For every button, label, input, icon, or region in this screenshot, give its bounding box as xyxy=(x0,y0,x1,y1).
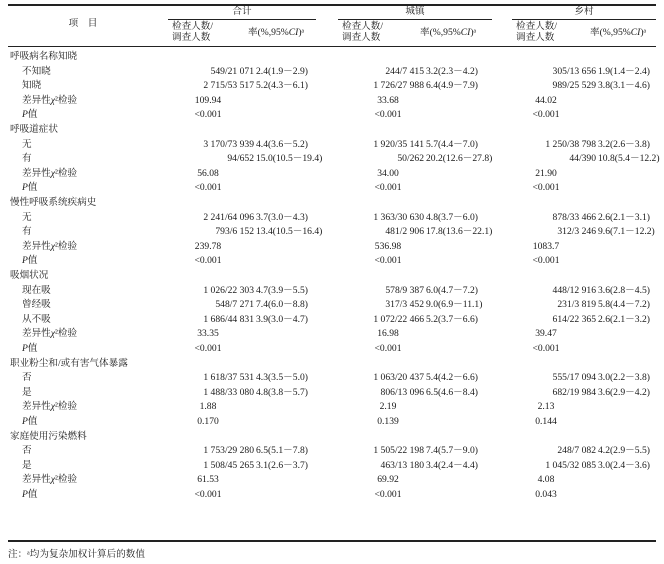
cell-rate: 7.4(5.7－9.0) xyxy=(426,445,478,457)
table-footnote: 注：ᵃ均为复杂加权计算后的数值 xyxy=(8,549,145,560)
cell-chi-square: 33.35 xyxy=(197,328,219,340)
cell-count: 463/13 180 xyxy=(380,459,424,471)
cell-rate: 3.7(3.0－4.3) xyxy=(256,211,308,223)
stat-label: 差异性χ²检验 xyxy=(22,240,78,252)
cell-count: 448/12 916 xyxy=(552,284,596,296)
row-label: 曾经吸 xyxy=(22,299,51,311)
cell-chi-square: 239.78 xyxy=(194,240,222,252)
cell-count: 578/9 387 xyxy=(385,284,424,296)
row-label: 否 xyxy=(22,372,32,384)
cell-rate: 13.4(10.5－16.4) xyxy=(256,226,323,238)
subheader-count-line1: 检查人数/ xyxy=(342,21,384,32)
stat-label: 差异性χ²检验 xyxy=(22,167,78,179)
section-heading: 呼吸道症状 xyxy=(10,124,58,135)
cell-rate: 6.5(5.1－7.8) xyxy=(256,445,308,457)
cell-count: 1 508/45 265 xyxy=(203,459,254,471)
stat-label: 差异性χ²检验 xyxy=(22,328,78,340)
subheader-count-line2: 调查人数 xyxy=(172,32,211,43)
cell-count: 793/6 152 xyxy=(215,226,254,238)
cell-chi-square: 56.08 xyxy=(197,167,219,179)
cell-count: 317/3 452 xyxy=(385,299,424,311)
cell-chi-square: 44.02 xyxy=(535,94,557,106)
cell-chi-square: 61.53 xyxy=(197,474,219,486)
section-heading: 呼吸病名称知晓 xyxy=(10,51,78,62)
cell-p-value: <0.001 xyxy=(374,255,402,267)
cell-rate: 4.4(3.6－5.2) xyxy=(256,138,308,150)
row-label: 无 xyxy=(22,211,32,223)
row-label: 有 xyxy=(22,226,32,238)
cell-p-value: <0.001 xyxy=(532,182,560,194)
subheader-count-line2: 调查人数 xyxy=(516,32,555,43)
group-header-underline-total xyxy=(168,19,316,20)
group-header-urban: 城镇 xyxy=(405,6,425,17)
cell-count: 682/19 984 xyxy=(552,386,596,398)
cell-count: 1 618/37 531 xyxy=(203,372,254,384)
cell-rate: 5.2(3.7－6.6) xyxy=(426,313,478,325)
section-heading: 职业粉尘和/或有害气体暴露 xyxy=(10,357,128,369)
row-label: 否 xyxy=(22,445,32,457)
cell-p-value: <0.001 xyxy=(194,109,222,121)
cell-chi-square: 21.90 xyxy=(535,167,557,179)
cell-chi-square: 1083.7 xyxy=(532,240,560,252)
row-label: 从不吸 xyxy=(22,313,51,325)
cell-rate: 4.8(3.8－5.7) xyxy=(256,386,308,398)
cell-count: 44/390 xyxy=(569,153,596,165)
cell-count: 548/7 271 xyxy=(215,299,254,311)
cell-chi-square: 2.19 xyxy=(379,401,397,413)
cell-p-value: 0.170 xyxy=(197,416,219,427)
header-item: 项 目 xyxy=(68,18,98,29)
cell-rate: 1.9(1.4－2.4) xyxy=(598,65,650,77)
cell-rate: 2.4(1.9－2.9) xyxy=(256,65,308,77)
cell-rate: 4.2(2.9－5.5) xyxy=(598,445,650,457)
cell-rate: 5.7(4.4－7.0) xyxy=(426,138,478,150)
cell-count: 1 753/29 280 xyxy=(203,445,254,457)
cell-rate: 17.8(13.6－22.1) xyxy=(426,226,493,238)
cell-count: 231/3 819 xyxy=(557,299,596,311)
cell-chi-square: 2.13 xyxy=(537,401,555,413)
group-header-underline-urban xyxy=(338,19,492,20)
cell-p-value: 0.144 xyxy=(535,416,557,427)
cell-p-value: <0.001 xyxy=(532,255,560,267)
cell-rate: 10.8(5.4－12.2) xyxy=(598,153,660,165)
cell-rate: 2.6(2.1－3.1) xyxy=(598,211,650,223)
cell-count: 989/25 529 xyxy=(552,80,596,92)
subheader-count-line1: 检查人数/ xyxy=(516,21,558,32)
cell-p-value: 0.043 xyxy=(535,489,557,500)
subheader-rate: 率(%,95%CI)ᵃ xyxy=(420,27,477,38)
cell-count: 2 241/64 096 xyxy=(203,211,254,223)
cell-rate: 3.9(3.0－4.7) xyxy=(256,313,308,325)
section-heading: 吸烟状况 xyxy=(10,270,49,281)
row-label: 不知晓 xyxy=(22,65,51,77)
cell-chi-square: 39.47 xyxy=(535,328,557,340)
cell-count: 1 505/22 198 xyxy=(373,445,424,457)
cell-rate: 3.8(3.1－4.6) xyxy=(598,80,650,92)
cell-p-value: <0.001 xyxy=(532,109,560,121)
cell-rate: 5.4(4.2－6.6) xyxy=(426,372,478,384)
cell-chi-square: 4.08 xyxy=(537,474,555,486)
cell-rate: 6.0(4.7－7.2) xyxy=(426,284,478,296)
cell-rate: 4.8(3.7－6.0) xyxy=(426,211,478,223)
stat-label: P值 xyxy=(22,109,38,121)
cell-p-value: 0.139 xyxy=(377,416,399,427)
group-header-rural: 乡村 xyxy=(574,6,594,17)
stat-label: 差异性χ²检验 xyxy=(22,401,78,413)
table-bottom-rule xyxy=(8,540,656,542)
stat-label: 差异性χ²检验 xyxy=(22,94,78,106)
subheader-count-line1: 检查人数/ xyxy=(172,21,214,32)
cell-count: 1 026/22 303 xyxy=(203,284,254,296)
cell-count: 549/21 071 xyxy=(210,65,254,77)
cell-count: 305/13 656 xyxy=(552,65,596,77)
cell-rate: 5.2(4.3－6.1) xyxy=(256,80,308,92)
cell-p-value: <0.001 xyxy=(194,343,222,354)
cell-p-value: <0.001 xyxy=(374,343,402,354)
cell-rate: 2.6(2.1－3.2) xyxy=(598,313,650,325)
cell-count: 248/7 082 xyxy=(557,445,596,457)
cell-chi-square: 69.92 xyxy=(377,474,399,486)
cell-rate: 3.2(2.3－4.2) xyxy=(426,65,478,77)
cell-count: 1 250/38 798 xyxy=(545,138,596,150)
cell-count: 1 920/35 141 xyxy=(373,138,424,150)
cell-p-value: <0.001 xyxy=(374,489,402,500)
cell-count: 806/13 096 xyxy=(380,386,424,398)
stat-label: P值 xyxy=(22,182,38,194)
cell-p-value: <0.001 xyxy=(194,489,222,500)
cell-p-value: <0.001 xyxy=(374,182,402,194)
cell-p-value: <0.001 xyxy=(374,109,402,121)
cell-count: 481/2 906 xyxy=(385,226,424,238)
row-label: 现在吸 xyxy=(22,284,51,296)
cell-count: 244/7 415 xyxy=(385,65,424,77)
section-heading: 慢性呼吸系统疾病史 xyxy=(10,197,97,208)
cell-count: 1 363/30 630 xyxy=(373,211,424,223)
row-label: 是 xyxy=(22,459,32,471)
cell-count: 1 726/27 988 xyxy=(373,80,424,92)
cell-chi-square: 16.98 xyxy=(377,328,399,340)
row-label: 有 xyxy=(22,153,32,165)
subheader-count-line2: 调查人数 xyxy=(342,32,381,43)
cell-count: 1 488/33 080 xyxy=(203,386,254,398)
cell-rate: 9.6(7.1－12.2) xyxy=(598,226,655,238)
row-label: 知晓 xyxy=(22,80,42,92)
cell-count: 1 063/20 437 xyxy=(373,372,424,384)
cell-chi-square: 536.98 xyxy=(374,240,402,252)
cell-chi-square: 34.00 xyxy=(377,167,399,179)
stat-label: P值 xyxy=(22,416,38,427)
cell-count: 50/262 xyxy=(397,153,424,165)
cell-chi-square: 33.68 xyxy=(377,94,399,106)
row-label: 是 xyxy=(22,386,32,398)
cell-count: 555/17 094 xyxy=(552,372,596,384)
cell-p-value: <0.001 xyxy=(194,255,222,267)
cell-rate: 3.6(2.9－4.2) xyxy=(598,386,650,398)
section-heading: 家庭使用污染燃料 xyxy=(10,430,87,442)
subheader-rate: 率(%,95%CI)ᵃ xyxy=(590,27,647,38)
group-header-underline-rural xyxy=(512,19,656,20)
cell-rate: 7.4(6.0－8.8) xyxy=(256,299,308,311)
stat-label: 差异性χ²检验 xyxy=(22,474,78,486)
cell-rate: 3.4(2.4－4.4) xyxy=(426,459,478,471)
stat-label: P值 xyxy=(22,255,38,267)
cell-chi-square: 109.94 xyxy=(194,94,222,106)
cell-count: 312/3 246 xyxy=(557,226,596,238)
cell-count: 1 686/44 831 xyxy=(203,313,254,325)
cell-rate: 3.0(2.4－3.6) xyxy=(598,459,650,471)
cell-count: 2 715/53 517 xyxy=(203,80,254,92)
cell-count: 614/22 365 xyxy=(552,313,596,325)
subheader-rate: 率(%,95%CI)ᵃ xyxy=(248,27,305,38)
cell-count: 3 170/73 939 xyxy=(203,138,254,150)
group-header-total: 合计 xyxy=(232,6,252,17)
table-top-rule xyxy=(8,4,656,6)
cell-count: 1 045/32 085 xyxy=(545,459,596,471)
cell-p-value: <0.001 xyxy=(532,343,560,354)
cell-count: 94/652 xyxy=(227,153,254,165)
cell-rate: 4.7(3.9－5.5) xyxy=(256,284,308,296)
cell-rate: 3.6(2.8－4.5) xyxy=(598,284,650,296)
cell-count: 1 072/22 466 xyxy=(373,313,424,325)
cell-chi-square: 1.88 xyxy=(199,401,217,413)
cell-rate: 5.8(4.4－7.2) xyxy=(598,299,650,311)
cell-p-value: <0.001 xyxy=(194,182,222,194)
cell-rate: 3.2(2.6－3.8) xyxy=(598,138,650,150)
stat-label: P值 xyxy=(22,489,38,500)
row-label: 无 xyxy=(22,138,32,150)
stat-label: P值 xyxy=(22,343,38,354)
cell-rate: 9.0(6.9－11.1) xyxy=(426,299,483,311)
cell-rate: 4.3(3.5－5.0) xyxy=(256,372,308,384)
cell-rate: 3.1(2.6－3.7) xyxy=(256,459,308,471)
cell-rate: 15.0(10.5－19.4) xyxy=(256,153,323,165)
cell-rate: 20.2(12.6－27.8) xyxy=(426,153,493,165)
cell-rate: 6.5(4.6－8.4) xyxy=(426,386,478,398)
header-bottom-rule xyxy=(8,46,656,47)
cell-count: 878/33 466 xyxy=(552,211,596,223)
cell-rate: 6.4(4.9－7.9) xyxy=(426,80,478,92)
cell-rate: 3.0(2.2－3.8) xyxy=(598,372,650,384)
